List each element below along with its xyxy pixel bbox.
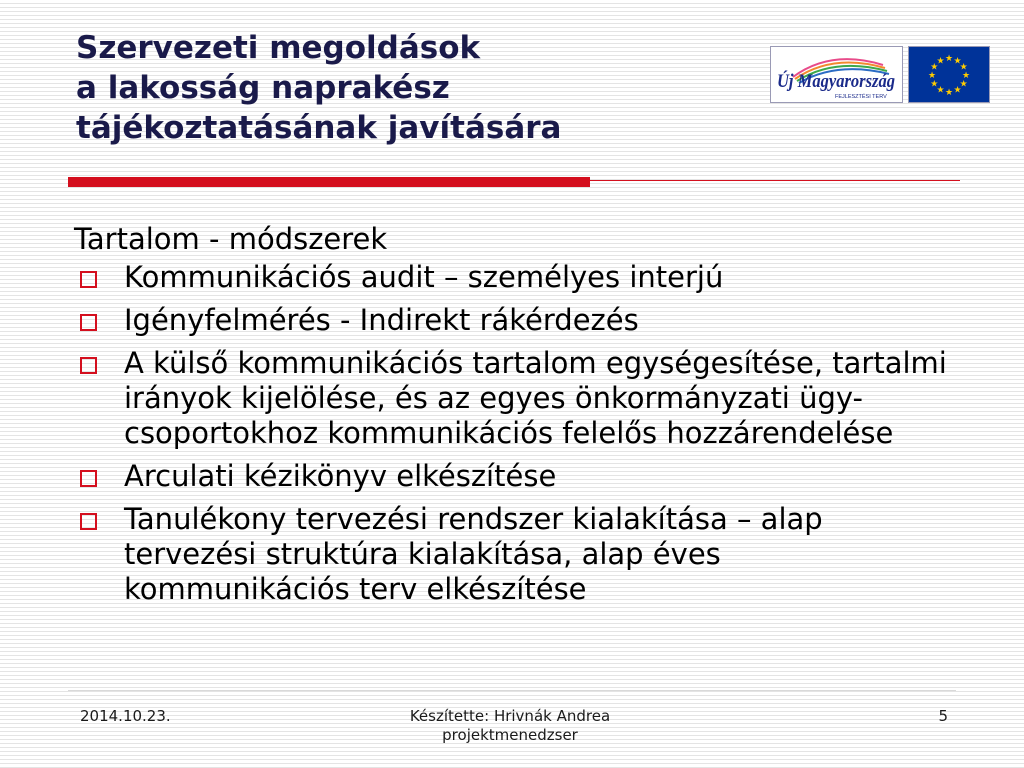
svg-text:★: ★: [930, 62, 939, 73]
uj-magyarorszag-logo-graphic: [771, 47, 902, 102]
list-item-text: Tanulékony tervezési rendszer kialakítása – alap tervezési struktúra kialakítása, alap éves kommunikációs terv elkészítése: [124, 502, 823, 606]
svg-text:★: ★: [936, 56, 945, 67]
svg-text:FEJLESZTÉSI TERV: FEJLESZTÉSI TERV: [835, 94, 887, 100]
svg-text:★: ★: [936, 85, 945, 96]
svg-text:★: ★: [930, 79, 939, 90]
list-item: [70, 303, 950, 338]
body-lead: Tartalom - módszerek: [74, 222, 388, 256]
svg-text:★: ★: [959, 79, 968, 90]
slide-title: [76, 28, 736, 148]
footer-divider: [68, 690, 956, 691]
svg-text:★: ★: [959, 62, 968, 73]
list-item: [70, 346, 950, 451]
list-item-text: Arculati kézikönyv elkészítése: [124, 459, 557, 493]
eu-flag-stars-icon: [909, 47, 989, 102]
svg-text:★: ★: [944, 88, 954, 98]
title-line: a lakosság naprakész: [76, 70, 450, 106]
square-bullet-icon: [80, 357, 97, 374]
square-bullet-icon: [80, 314, 97, 331]
title-underline-accent: [68, 177, 590, 187]
title-line: tájékoztatásának javítására: [76, 110, 562, 146]
svg-text:Új Magyarország: Új Magyarország: [777, 71, 902, 92]
logo-group: [770, 46, 990, 103]
list-item-text: Kommunikációs audit – személyes interjú: [124, 260, 724, 294]
svg-text:★: ★: [953, 85, 962, 96]
list-item: [70, 260, 950, 295]
svg-text:★: ★: [953, 56, 962, 67]
footer-author-role: projektmenedzser: [442, 726, 578, 744]
page-number: 5: [938, 707, 948, 725]
svg-text:★: ★: [961, 71, 971, 81]
slide-body: [70, 222, 950, 615]
footer-date: 2014.10.23.: [80, 707, 171, 725]
footer-author-name: Készítette: Hrivnák Andrea: [409, 707, 611, 725]
list-item-text: A külső kommunikációs tartalom egységesítése, tartalmi irányok kijelölése, és az egyes önkormányzati ügy-csoportokhoz kommunikációs felelős hozzárendelése: [124, 346, 947, 450]
title-underline-thin: [590, 180, 960, 181]
eu-flag-logo: [908, 46, 990, 103]
square-bullet-icon: [80, 470, 97, 487]
bullet-list: [70, 260, 950, 607]
square-bullet-icon: [80, 271, 97, 288]
svg-text:★: ★: [944, 54, 954, 64]
svg-text:★: ★: [927, 71, 937, 81]
title-line: Szervezeti megoldások: [76, 30, 481, 66]
uj-magyarorszag-logo: [770, 46, 903, 103]
list-item-text: Igényfelmérés - Indirekt rákérdezés: [124, 303, 639, 337]
square-bullet-icon: [80, 513, 97, 530]
list-item: [70, 459, 950, 494]
list-item: [70, 502, 950, 607]
footer-author: [380, 707, 640, 745]
